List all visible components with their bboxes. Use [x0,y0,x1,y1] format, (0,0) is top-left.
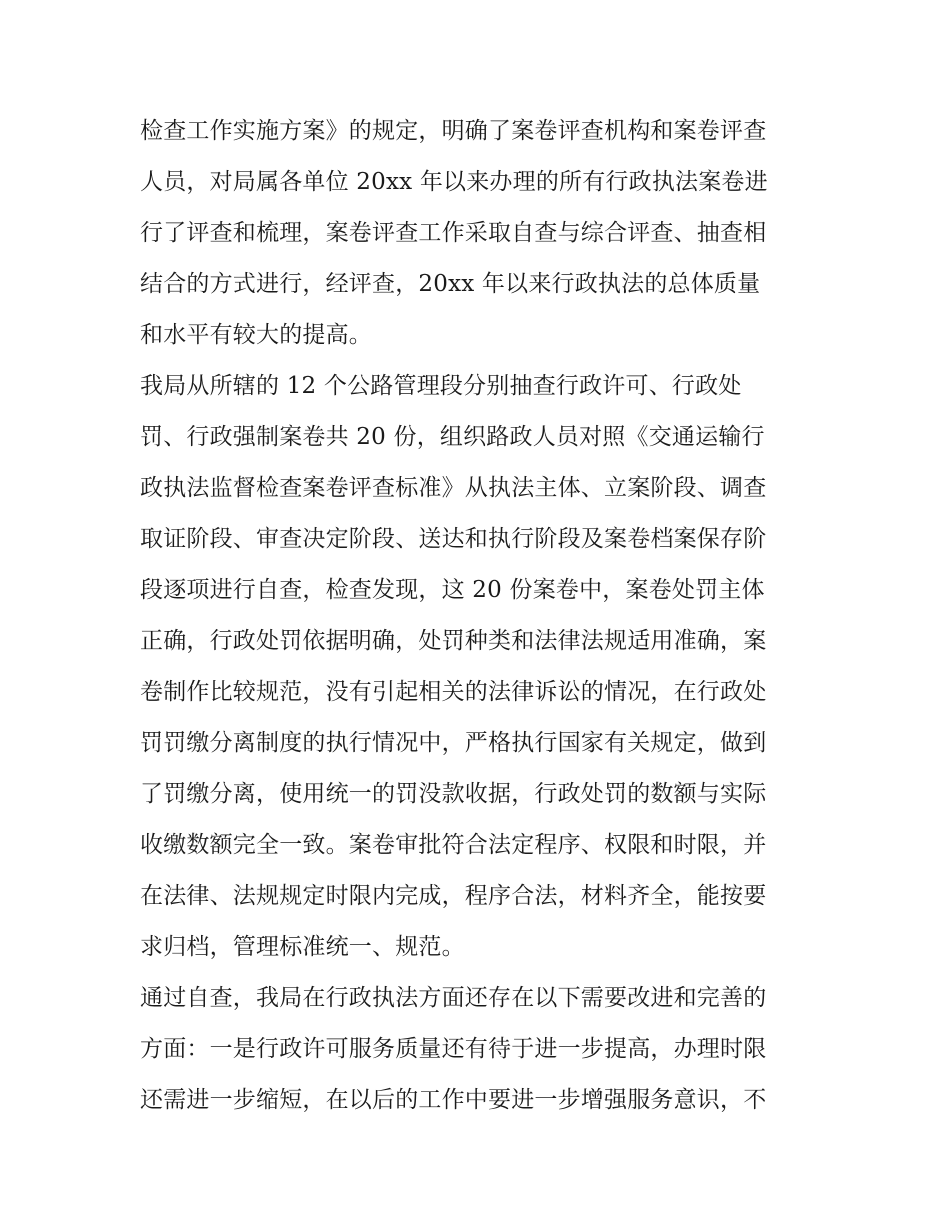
text-line: 取证阶段、审查决定阶段、送达和执行阶段及案卷档案保存阶 [140,526,767,552]
text-line: 段逐项进行自查，检查发现，这 20 份案卷中，案卷处罚主体 [140,577,765,603]
text-line: 通过自查，我局在行政执法方面还存在以下需要改进和完善的 [140,985,767,1011]
text-line: 结合的方式进行，经评查，20xx 年以来行政执法的总体质量 [140,271,761,297]
text-line: 人员，对局属各单位 20xx 年以来办理的所有行政执法案卷进 [140,169,768,195]
text-line: 和水平有较大的提高。 [140,322,372,348]
text-line: 检查工作实施方案》的规定，明确了案卷评查机构和案卷评查 [140,118,767,144]
text-line: 行了评查和梳理，案卷评查工作采取自查与综合评查、抽查相 [140,220,767,246]
text-line: 求归档，管理标准统一、规范。 [140,934,465,960]
text-line: 我局从所辖的 12 个公路管理段分别抽查行政许可、行政处 [140,373,742,399]
text-line: 政执法监督检查案卷评查标准》从执法主体、立案阶段、调查 [140,475,767,501]
text-line: 了罚缴分离，使用统一的罚没款收据，行政处罚的数额与实际 [140,781,767,807]
text-line: 方面：一是行政许可服务质量还有待于进一步提高，办理时限 [140,1036,767,1062]
text-line: 卷制作比较规范，没有引起相关的法律诉讼的情况，在行政处 [140,679,767,705]
text-line: 罚罚缴分离制度的执行情况中，严格执行国家有关规定，做到 [140,730,767,756]
text-line: 收缴数额完全一致。案卷审批符合法定程序、权限和时限，并 [140,832,767,858]
text-line: 在法律、法规规定时限内完成，程序合法，材料齐全，能按要 [140,883,767,909]
text-line: 正确，行政处罚依据明确，处罚种类和法律法规适用准确，案 [140,628,767,654]
text-line: 罚、行政强制案卷共 20 份，组织路政人员对照《交通运输行 [140,424,765,450]
document-body [140,106,816,1126]
text-line: 还需进一步缩短，在以后的工作中要进一步增强服务意识，不 [140,1087,767,1113]
